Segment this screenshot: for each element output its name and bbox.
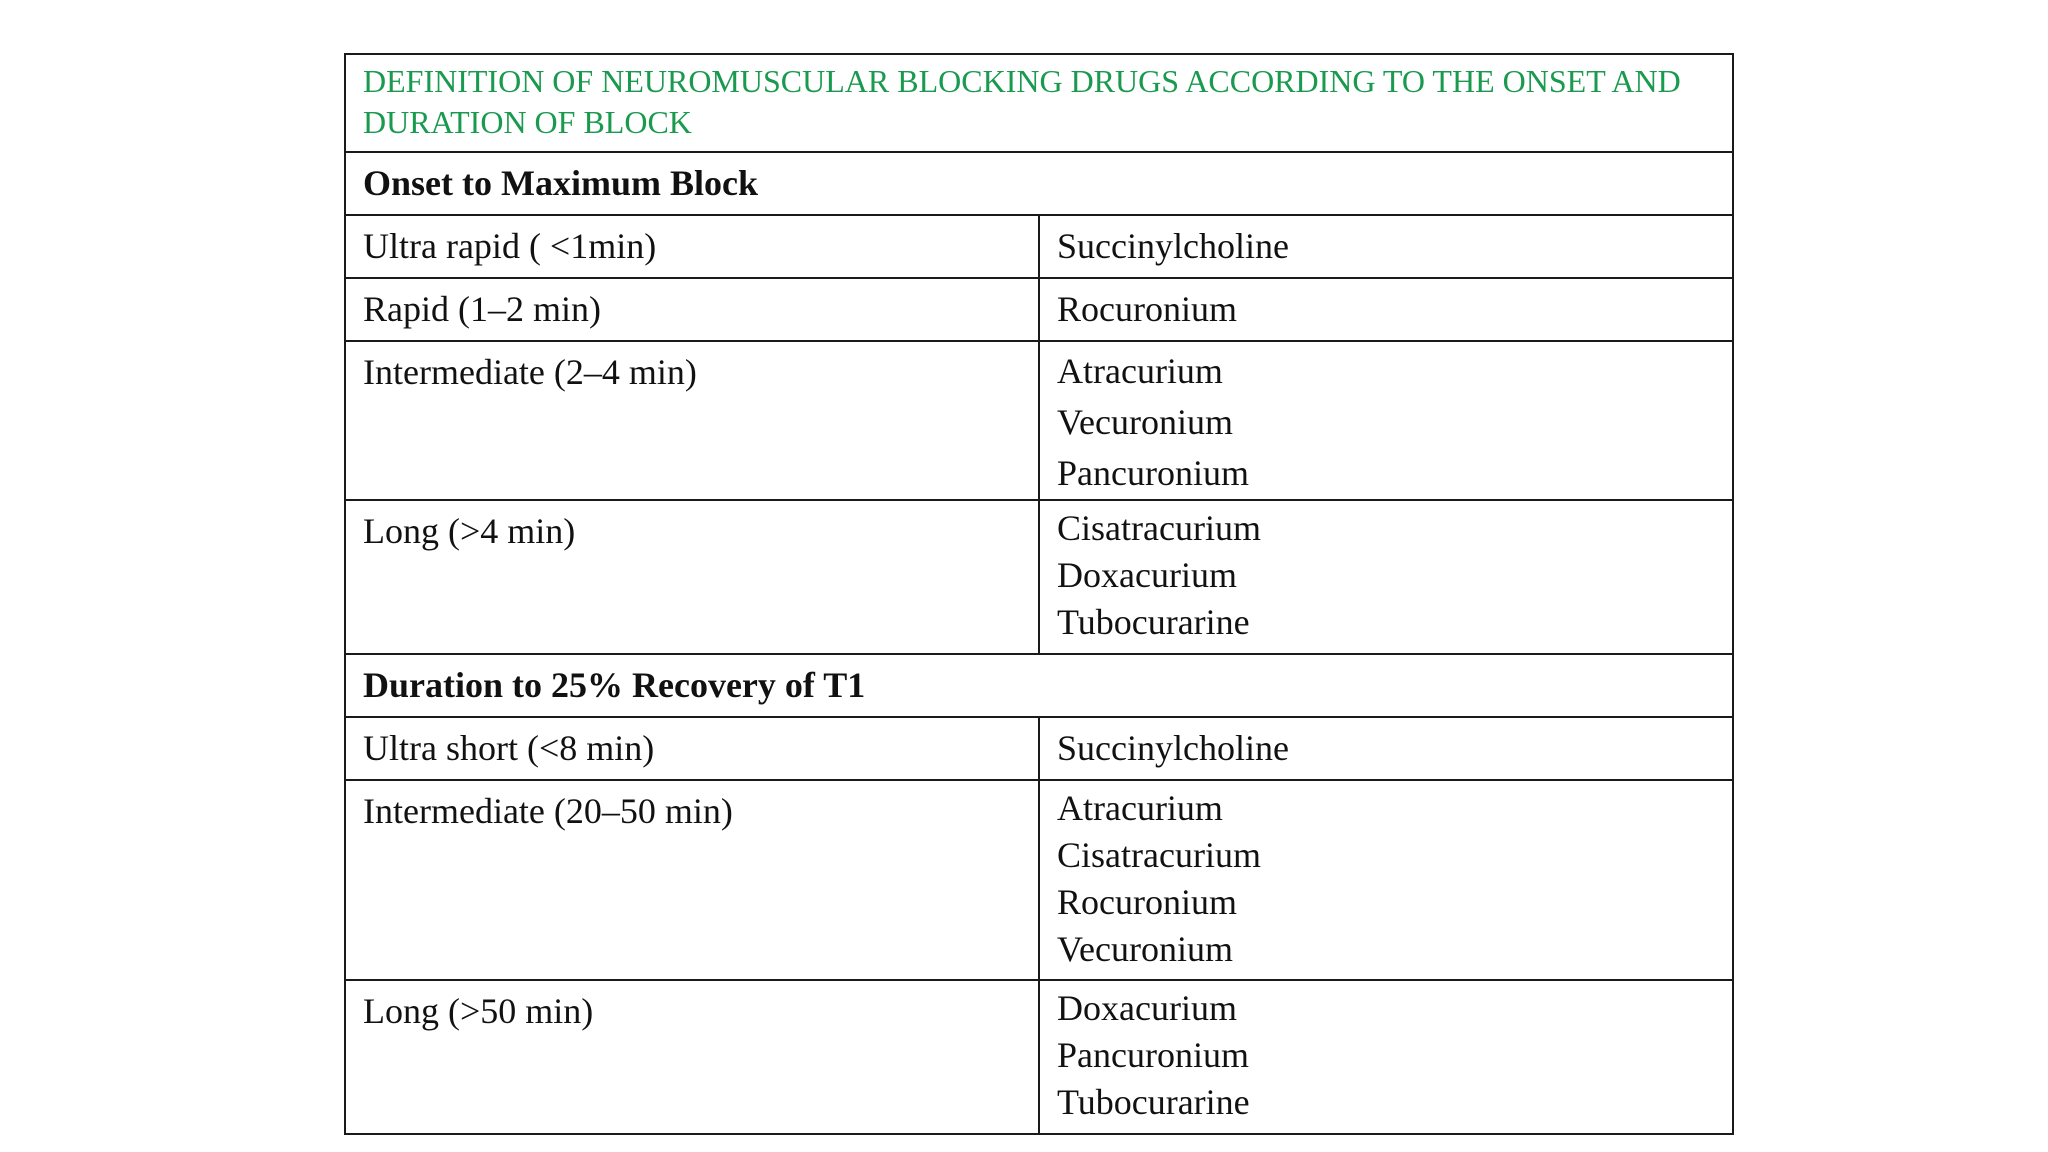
drug-name: Atracurium — [1057, 788, 1223, 828]
drug-name: Tubocurarine — [1057, 602, 1250, 642]
drug-name: Succinylcholine — [1057, 226, 1289, 266]
category-cell: Rapid (1–2 min) — [345, 278, 1039, 341]
drug-cell — [1039, 215, 1733, 278]
drug-name: Pancuronium — [1057, 1035, 1249, 1075]
category-cell: Long (>50 min) — [345, 980, 1039, 1134]
drug-name: Cisatracurium — [1057, 508, 1261, 548]
table-row — [345, 341, 1733, 500]
drug-name: Vecuronium — [1057, 929, 1233, 969]
section-heading-row — [345, 654, 1733, 717]
drug-name: Rocuronium — [1057, 882, 1237, 922]
table-row — [345, 717, 1733, 780]
table-title-row — [345, 54, 1733, 152]
section-heading-duration: Duration to 25% Recovery of T1 — [345, 654, 1733, 717]
drug-name: Atracurium — [1057, 351, 1223, 391]
table-row — [345, 215, 1733, 278]
table-row — [345, 500, 1733, 654]
drug-name: Pancuronium — [1057, 453, 1249, 493]
table-row — [345, 278, 1733, 341]
category-cell: Intermediate (2–4 min) — [345, 341, 1039, 500]
drug-name: Vecuronium — [1057, 402, 1233, 442]
drug-name: Rocuronium — [1057, 289, 1237, 329]
drug-name: Doxacurium — [1057, 555, 1237, 595]
drug-name: Doxacurium — [1057, 988, 1237, 1028]
category-cell: Ultra rapid ( <1min) — [345, 215, 1039, 278]
category-cell: Intermediate (20–50 min) — [345, 780, 1039, 980]
drug-name: Succinylcholine — [1057, 728, 1289, 768]
drug-cell — [1039, 341, 1733, 500]
nmb-classification-table — [344, 53, 1734, 1135]
drug-cell — [1039, 717, 1733, 780]
drug-cell — [1039, 980, 1733, 1134]
drug-cell — [1039, 780, 1733, 980]
drug-cell — [1039, 278, 1733, 341]
table-title: DEFINITION OF NEUROMUSCULAR BLOCKING DRUGS ACCORDING TO THE ONSET AND DURATION OF BLOCK — [345, 54, 1733, 152]
section-heading-onset: Onset to Maximum Block — [345, 152, 1733, 215]
section-heading-row — [345, 152, 1733, 215]
drug-name: Cisatracurium — [1057, 835, 1261, 875]
drug-name: Tubocurarine — [1057, 1082, 1250, 1122]
category-cell: Long (>4 min) — [345, 500, 1039, 654]
table-row — [345, 780, 1733, 980]
drug-cell — [1039, 500, 1733, 654]
table-row — [345, 980, 1733, 1134]
category-cell: Ultra short (<8 min) — [345, 717, 1039, 780]
